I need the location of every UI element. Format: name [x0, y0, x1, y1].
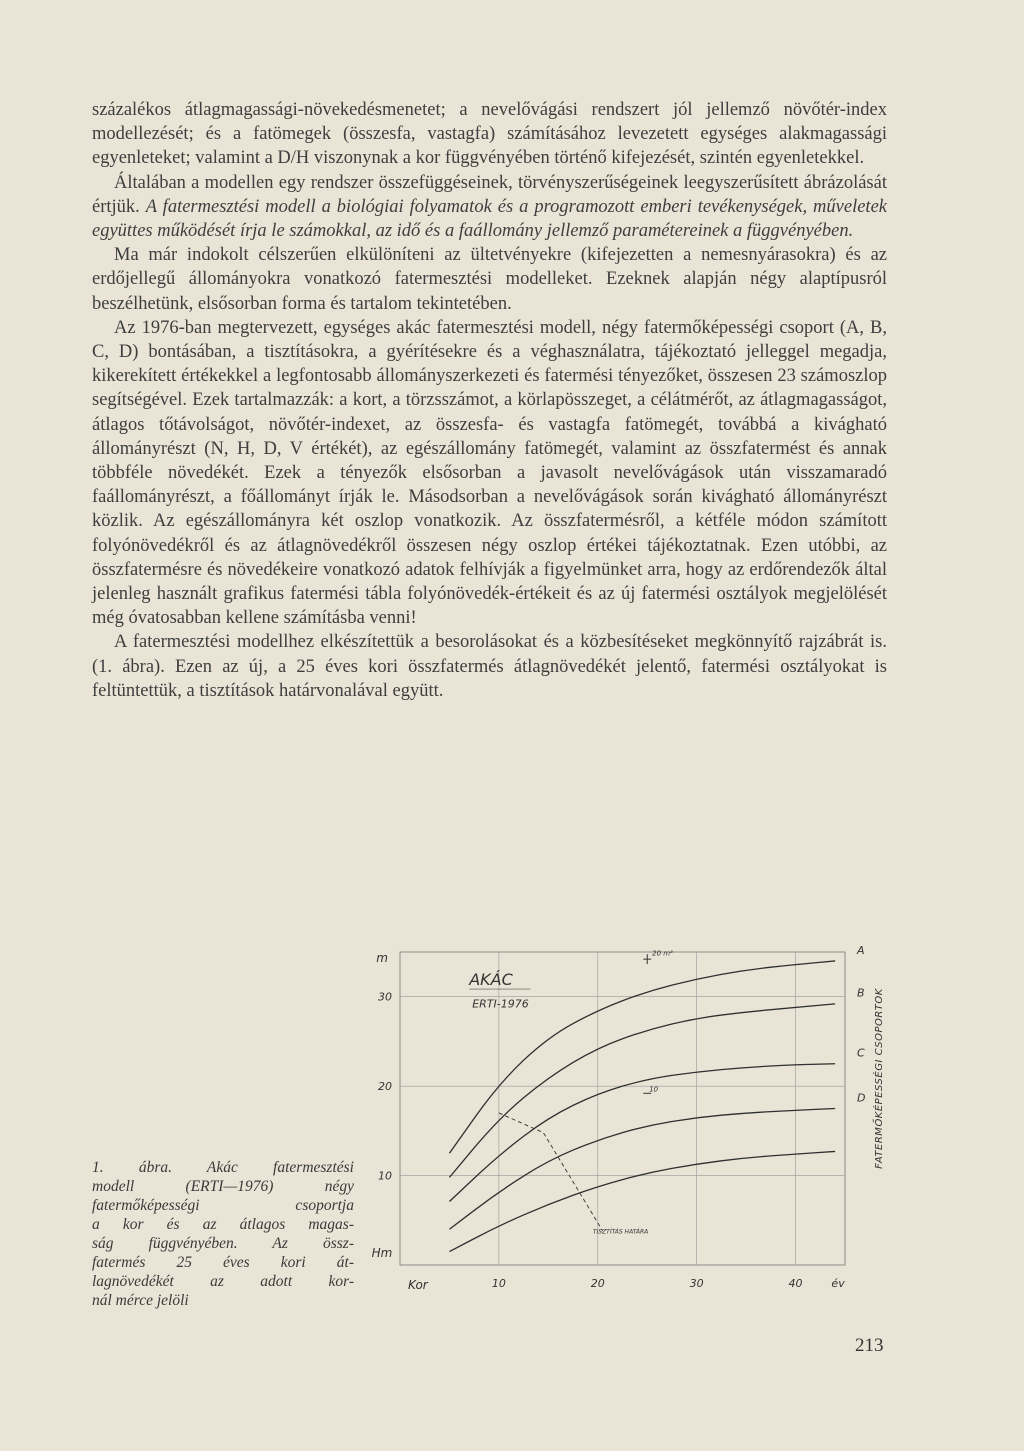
- y-tick-label: 10: [378, 1169, 392, 1183]
- page-number: 213: [855, 1335, 884, 1356]
- caption-line: modell (ERTI—1976) négy: [92, 1178, 354, 1195]
- chart-title: AKÁC: [469, 970, 513, 990]
- height-growth-chart: [370, 940, 900, 1320]
- y-tick-label: 20: [378, 1080, 392, 1094]
- series-label-B: B: [857, 986, 865, 1000]
- caption-line: nál mérce jelöli: [92, 1292, 189, 1309]
- definition-italic: A fatermesztési modell a biológiai folyamatok és a programozott emberi tevékenységek, műveletek együttes működését írja le számokkal, az idő és a faállomány jellemző paramétereinek a függvényében.: [92, 196, 887, 242]
- x-axis-label: Kor: [408, 1278, 428, 1292]
- thinning-boundary-line: [499, 1113, 603, 1231]
- x-tick-label: 30: [689, 1277, 704, 1290]
- x-tick-label: 20: [590, 1277, 605, 1290]
- paragraph-3: Ma már indokolt célszerűen elkülöníteni az ültetvényekre (kifejezetten a nemesnyárasokra) és az erdőjellegű állományokra vonatkozó fatermesztési modelleket. Ezeknek alapján négy alaptípusról beszélhetünk, elsősorban forma és tartalom tekintetében.: [92, 245, 887, 314]
- paragraph-2: Általában a modellen egy rendszer összefüggéseinek, törvényszerűségeinek leegyszerűsített ábrázolását értjük. A fatermesztési modell a biológiai folyamatok és a programozott emberi tevékenységek, műveletek együttes működését írja le számokkal, az idő és a faállomány jellemző paramétereinek a függvényében.: [92, 172, 887, 242]
- series-label-A: A: [857, 943, 865, 957]
- caption-line: ság függvényében. Az össz-: [92, 1235, 354, 1252]
- series-line-A: [449, 961, 835, 1153]
- axes: [372, 951, 885, 1292]
- series-label-D: D: [857, 1091, 866, 1105]
- paragraph-4: Az 1976-ban megtervezett, egységes akác fatermesztési modell, négy fatermőképességi csoport (A, B, C, D) bontásában, a tisztításokra, a gyérítésekre és a véghasználatra, tájékoztató jelleggel megadja, kikerekített értékekkel a legfontosabb állományszerkezeti és fatermési tényezőket, összesen 23 számoszlop segítségével. Ezek tartalmazzák: a kort, a törzsszámot, a körlapösszeget, a célátmérőt, az átlagmagasságot, átlagos tőtávolságot, növőtér-indexet, az összesfa- és vastagfa fatömegét, továbbá a kivágható állományrészt (N, H, D, V értékét), az egészállomány fatömegét, valamint az összfatermést és annak többféle növedékét. Ezek a tényezők elsősorban a javasolt nevelővágások után visszamaradó faállományrészt, a főállományt írják le. Másodsorban a nevelővágások során kivágható állományrészt közlik. Az egészállományra két oszlop vonatkozik. Az összfatermésről, a kétféle módon számított folyónövedékről és az átlagnövedékről összesen négy oszlop értékei tájékoztatnak. Ezen utóbbi, az összfatermésre és növedékeire vonatkozó adatok felhívják a figyelmünket arra, hogy az erdőrendezők által jelenleg használt grafikus fatermési tábla folyónövedék-értékeit és az új fatermési osztályok megjelölését még óvatosabban kellene számításba venni!: [92, 317, 887, 629]
- series-label-C: C: [857, 1046, 865, 1060]
- x-tick-label: 40: [788, 1277, 803, 1290]
- plot-frame: [400, 949, 845, 1265]
- series-lines: [449, 944, 865, 1252]
- caption-line: fatermés 25 éves kori át-: [92, 1254, 354, 1271]
- group-axis-label: FATERMŐKÉPESSÉGI CSOPORTOK: [874, 988, 885, 1169]
- caption-line: lagnövedékét az adott kor-: [92, 1273, 354, 1290]
- caption-line: a kor és az átlagos magas-: [92, 1216, 354, 1233]
- figure-caption: [92, 1158, 354, 1310]
- series-line-C: [449, 1064, 835, 1202]
- figure-1-chart: [370, 940, 900, 1324]
- series-line-lower: [449, 1151, 835, 1251]
- y-unit-label: m: [376, 951, 388, 965]
- series-line-D: [449, 1109, 835, 1230]
- chart-subtitle: ERTI-1976: [472, 997, 529, 1011]
- caption-line: fatermőképességi csoportja: [92, 1197, 354, 1214]
- annotation-0: 20 m³: [652, 949, 673, 958]
- annotation-2: TISZTÍTÁS HATÁRA: [592, 1228, 649, 1236]
- y-axis-label: Hm: [371, 1246, 393, 1260]
- y-tick-label: 30: [378, 990, 392, 1004]
- annotation-1: 10: [649, 1085, 659, 1094]
- caption-line: 1. ábra. Akác fatermesztési: [92, 1159, 354, 1176]
- x-unit-label: év: [831, 1277, 845, 1290]
- grid: [400, 949, 845, 1265]
- x-tick-label: 10: [491, 1277, 506, 1290]
- paragraph-1: százalékos átlagmagassági-növekedésmenetet; a nevelővágási rendszert jól jellemző növőtér-index modellezését; és a fatömegek (összesfa, vastagfa) számításához levezetett egységes alakmagassági egyenleteket; valamint a D/H viszonynak a kor függvényében történő kifejezését, szintén egyenletekkel.: [92, 100, 887, 169]
- body-text: [92, 98, 887, 703]
- paragraph-5: A fatermesztési modellhez elkészítettük a besorolásokat és a közbesítéseket megkönnyítő rajzábrát is. (1. ábra). Ezen az új, a 25 éves kori összfatermés átlagnövedékét jelentő, fatermési osztályokat is feltüntettük, a tisztítások határvonalával együtt.: [92, 632, 887, 701]
- series-line-B: [449, 1004, 835, 1177]
